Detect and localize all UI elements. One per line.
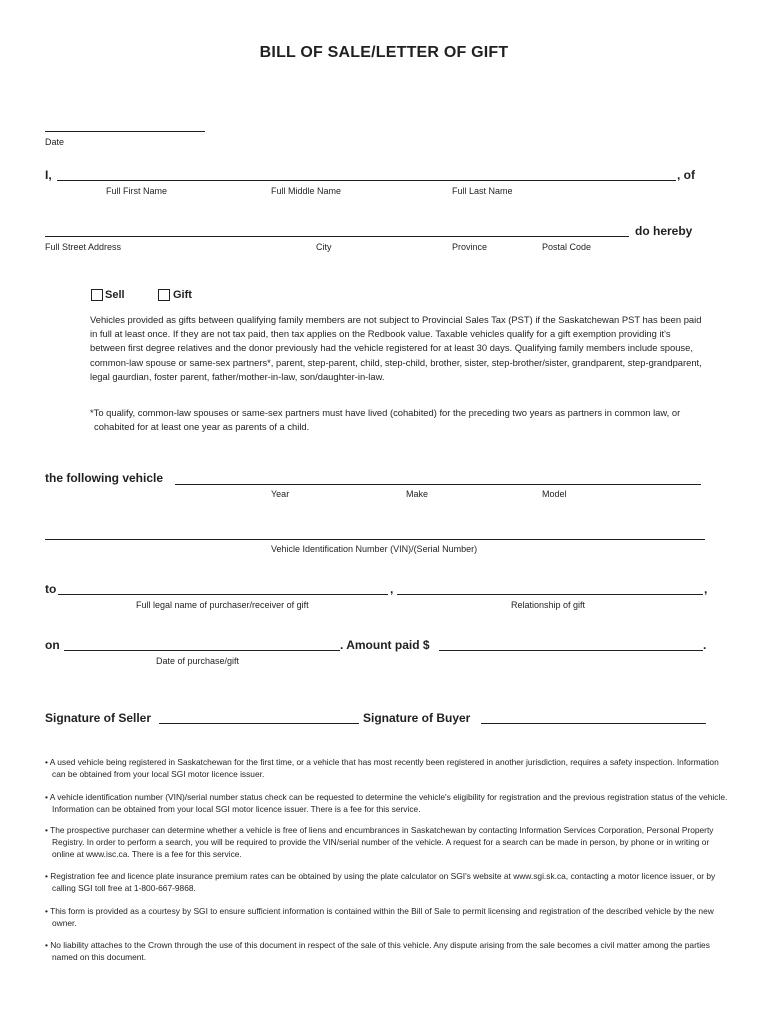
purchase-date-caption: Date of purchase/gift: [156, 656, 240, 666]
note-crown-liability: • No liability attaches to the Crown through the use of this document in respect of the sale of this vehicle. Any dispute arising from the sale becomes a civil matter among the parties named on this document.: [45, 940, 710, 963]
year-caption: Year: [271, 489, 290, 499]
vehicle-field-line[interactable]: [175, 484, 701, 485]
note-vin-status-check: • A vehicle identification number (VIN)/serial number status check can be requested to determine the vehicle's eligibility for registration and the previous registration status of the vehicle. Information can be obtained from your local SGI motor licence issuer. There is a fee for this service.: [45, 792, 728, 815]
date-caption: Date: [45, 137, 65, 147]
to-label: to: [45, 582, 57, 596]
model-caption: Model: [542, 489, 567, 499]
to-end: ,: [704, 582, 708, 596]
province-caption: Province: [452, 242, 488, 252]
sell-label: Sell: [105, 289, 125, 301]
last-name-caption: Full Last Name: [452, 186, 513, 196]
gift-label: Gift: [173, 289, 192, 301]
buyer-signature-field-line[interactable]: [481, 723, 706, 724]
on-row-end: .: [703, 638, 707, 652]
document-title: BILL OF SALE/LETTER OF GIFT: [259, 44, 509, 61]
vin-caption: Vehicle Identification Number (VIN)/(Serial Number): [271, 544, 478, 554]
purchaser-name-caption: Full legal name of purchaser/receiver of gift: [136, 600, 309, 610]
note-courtesy-form: • This form is provided as a courtesy by SGI to ensure sufficient information is contained within the Bill of Sale to permit licensing and registration of the described vehicle by the new owner.: [45, 906, 714, 929]
purchaser-name-field-line[interactable]: [58, 594, 388, 595]
relationship-field-line[interactable]: [397, 594, 703, 595]
sell-checkbox[interactable]: [91, 289, 103, 301]
address-suffix: do hereby: [635, 224, 693, 238]
vin-field-line[interactable]: [45, 539, 705, 540]
make-caption: Make: [406, 489, 429, 499]
note-lien-search: • The prospective purchaser can determine whether a vehicle is free of liens and encumbrances in Saskatchewan by contacting Information Services Corporation, Personal Property Registry. In order to perform a search, you will be required to provide the VIN/serial number of the vehicle. A request for a search can be made in person, by phone or in writing or online at www.isc.ca. There is a fee for this service.: [45, 825, 714, 860]
note-registration-fees: • Registration fee and licence plate insurance premium rates can be obtained by using the plate calculator on SGI's website at www.sgi.sk.ca, contacting a motor licence issuer, or by calling SGI toll free at 1-800-667-9868.: [45, 871, 716, 894]
seller-signature-field-line[interactable]: [159, 723, 359, 724]
seller-signature-label: Signature of Seller: [45, 711, 152, 725]
name-suffix: , of: [677, 168, 695, 182]
gift-checkbox[interactable]: [158, 289, 170, 301]
note-safety-inspection: • A used vehicle being registered in Saskatchewan for the first time, or a vehicle that has most recently been registered in another jurisdiction, requires a safety inspection. Information can be obtained from your local SGI motor licence issuer.: [45, 757, 719, 780]
street-address-caption: Full Street Address: [45, 242, 122, 252]
relationship-caption: Relationship of gift: [511, 600, 586, 610]
postal-code-caption: Postal Code: [542, 242, 592, 252]
date-field-line[interactable]: [45, 131, 205, 132]
name-prefix: I,: [45, 168, 52, 182]
first-name-caption: Full First Name: [106, 186, 168, 196]
common-law-footnote: *To qualify, common-law spouses or same-sex partners must have lived (cohabited) for the preceding two years as partners in common law, or cohabited for at least one year as parents of a child.: [90, 407, 681, 433]
full-name-field-line[interactable]: [57, 180, 676, 181]
purchase-date-field-line[interactable]: [64, 650, 340, 651]
vehicle-label: the following vehicle: [45, 471, 164, 485]
middle-name-caption: Full Middle Name: [271, 186, 342, 196]
on-label: on: [45, 638, 60, 652]
to-separator: ,: [390, 582, 394, 596]
amount-paid-field-line[interactable]: [439, 650, 703, 651]
buyer-signature-label: Signature of Buyer: [363, 711, 471, 725]
amount-paid-label: . Amount paid $: [340, 638, 430, 652]
city-caption: City: [316, 242, 332, 252]
address-field-line[interactable]: [45, 236, 629, 237]
pst-exemption-text: Vehicles provided as gifts between qualifying family members are not subject to Provincial Sales Tax (PST) if the Saskatchewan PST has been paid in full at least once. If they are not tax paid, then tax applies on the Redbook value. Taxable vehicles qualify for a gift exemption providing it's between first degree relatives and the donor previously had the vehicle registered for at least 30 days. Qualifying family members include spouse, common-law spouse or same-sex partners*, parent, step-parent, child, step-child, brother, sister, step-brother/sister, grandparent, step-grandparent, legal gaurdian, foster parent, father/mother-in-law, son/daughter-in-law.: [90, 314, 702, 382]
